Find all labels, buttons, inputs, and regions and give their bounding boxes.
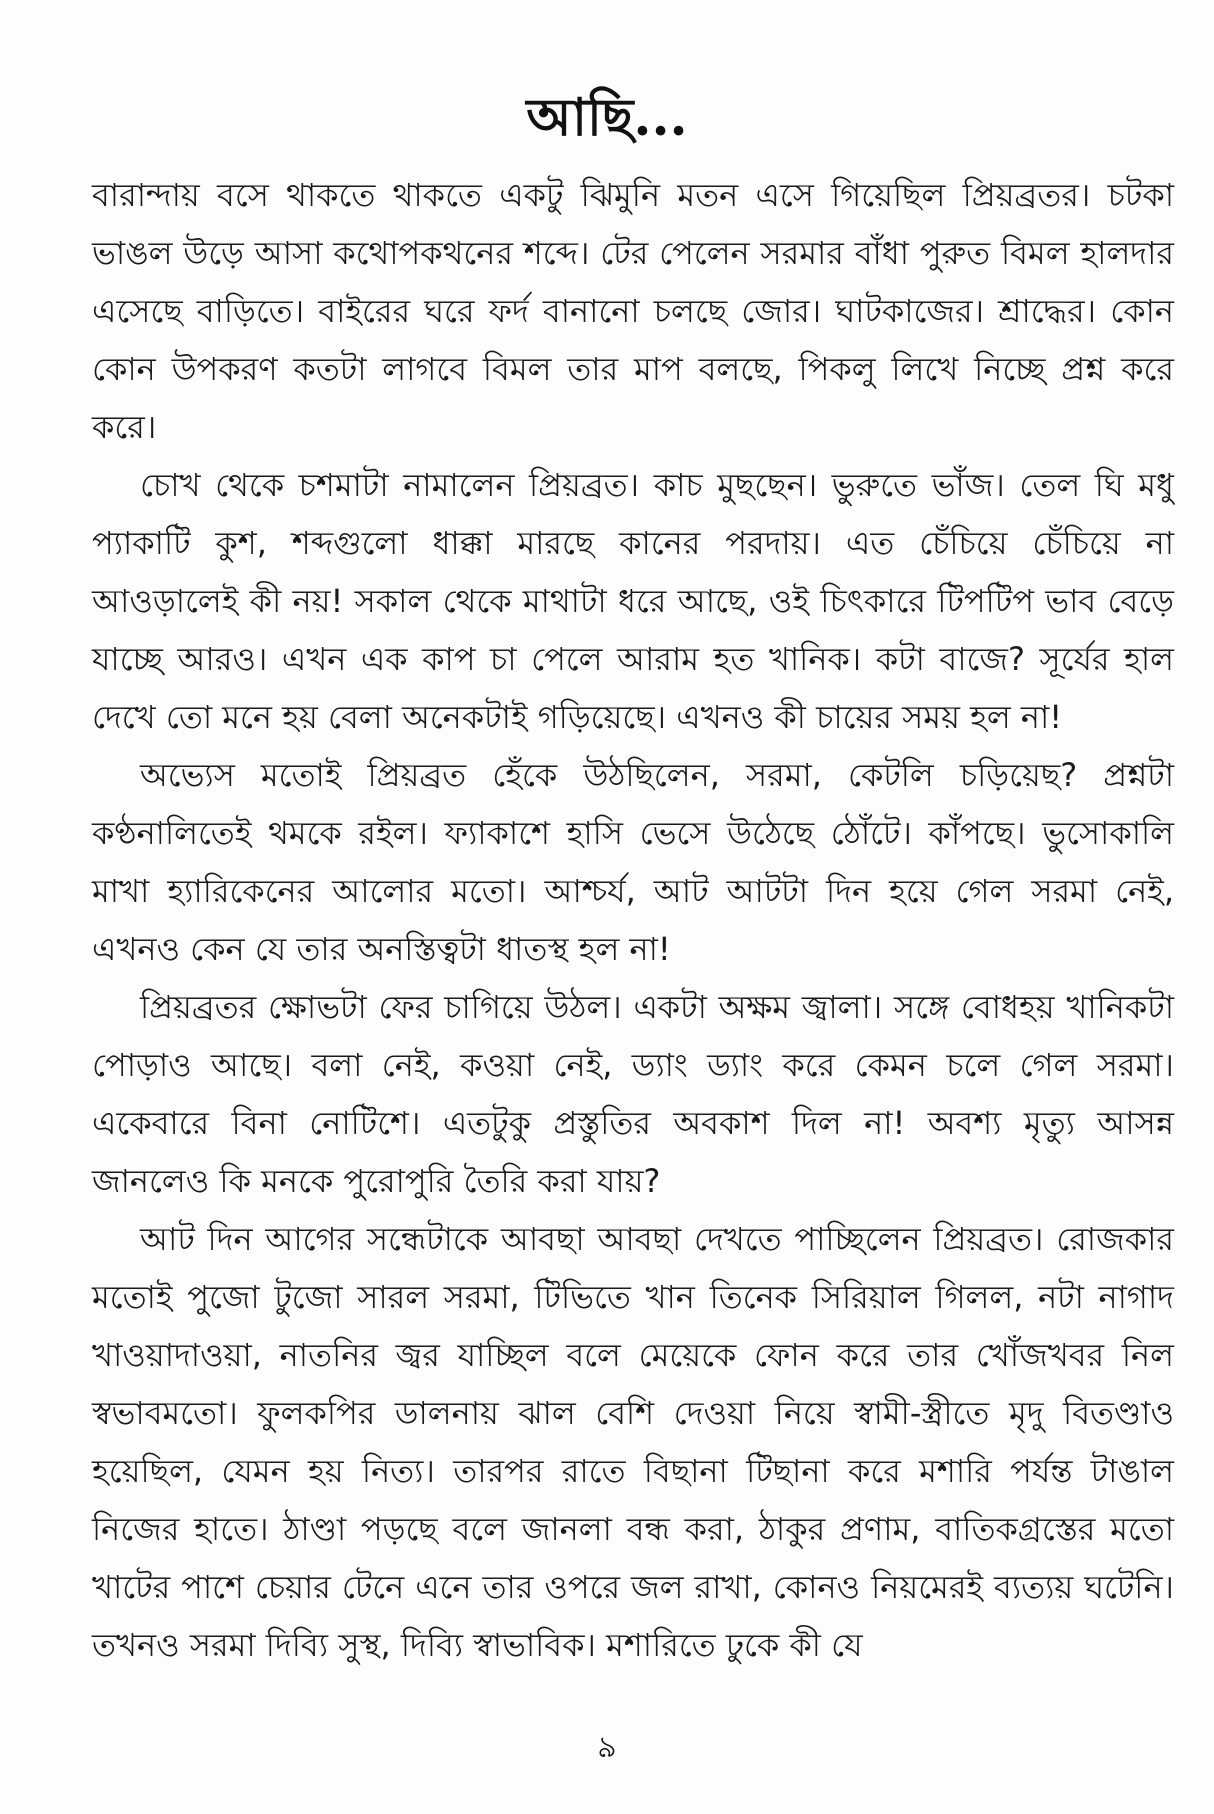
- paragraph-1: বারান্দায় বসে থাকতে থাকতে একটু ঝিমুনি মতন এসে গিয়েছিল প্রিয়ব্রতর। চটকা ভাঙল উড়ে আসা কথোপকথনের শব্দে। টের পেলেন সরমার বাঁধা পুরুত বিমল হালদার এসেছে বাড়িতে। বাইরের ঘরে ফর্দ বানানো চলছে জোর। ঘাটকাজের। শ্রাদ্ধের। কোন কোন উপকরণ কতটা লাগবে বিমল তার মাপ বলছে, পিকলু লিখে নিচ্ছে প্রশ্ন করে করে।: [92, 176, 1174, 446]
- chapter-body: [92, 166, 1174, 1674]
- paragraph-3: অভ্যেস মতোই প্রিয়ব্রত হেঁকে উঠছিলেন, সরমা, কেটলি চড়িয়েছ? প্রশ্নটা কণ্ঠনালিতেই থমকে রইল। ফ্যাকাশে হাসি ভেসে উঠেছে ঠোঁটে। কাঁপছে। ভুসোকালি মাখা হ্যারিকেনের আলোর মতো। আশ্চর্য, আট আটটা দিন হয়ে গেল সরমা নেই, এখনও কেন যে তার অনস্তিত্বটা ধাতস্থ হল না!: [92, 756, 1174, 968]
- page-number: ৯: [597, 1730, 617, 1765]
- paragraph-5: আট দিন আগের সন্ধেটাকে আবছা আবছা দেখতে পাচ্ছিলেন প্রিয়ব্রত। রোজকার মতোই পুজো টুজো সারল সরমা, টিভিতে খান তিনেক সিরিয়াল গিলল, নটা নাগাদ খাওয়াদাওয়া, নাতনির জ্বর যাচ্ছিল বলে মেয়েকে ফোন করে তার খোঁজখবর নিল স্বভাবমতো। ফুলকপির ডালনায় ঝাল বেশি দেওয়া নিয়ে স্বামী-স্ত্রীতে মৃদু বিতণ্ডাও হয়েছিল, যেমন হয় নিত্য। তারপর রাতে বিছানা টিছানা করে মশারি পর্যন্ত টাঙাল নিজের হাতে। ঠাণ্ডা পড়ছে বলে জানলা বন্ধ করা, ঠাকুর প্রণাম, বাতিকগ্রস্তের মতো খাটের পাশে চেয়ার টেনে এনে তার ওপরে জল রাখা, কোনও নিয়মেরই ব্যত্যয় ঘটেনি। তখনও সরমা দিব্যি সুস্থ, দিব্যি স্বাভাবিক। মশারিতে ঢুকে কী যে: [92, 1220, 1174, 1664]
- paragraph-2: চোখ থেকে চশমাটা নামালেন প্রিয়ব্রত। কাচ মুছছেন। ভুরুতে ভাঁজ। তেল ঘি মধু প্যাকাটি কুশ, শব্দগুলো ধাক্কা মারছে কানের পরদায়। এত চেঁচিয়ে চেঁচিয়ে না আওড়ালেই কী নয়! সকাল থেকে মাথাটা ধরে আছে, ওই চিৎকারে টিপটিপ ভাব বেড়ে যাচ্ছে আরও। এখন এক কাপ চা পেলে আরাম হত খানিক। কটা বাজে? সূর্যের হাল দেখে তো মনে হয় বেলা অনেকটাই গড়িয়েছে। এখনও কী চায়ের সময় হল না!: [92, 466, 1174, 736]
- paragraph-4: প্রিয়ব্রতর ক্ষোভটা ফের চাগিয়ে উঠল। একটা অক্ষম জ্বালা। সঙ্গে বোধহয় খানিকটা পোড়াও আছে। বলা নেই, কওয়া নেই, ড্যাং ড্যাং করে কেমন চলে গেল সরমা। একেবারে বিনা নোটিশে। এতটুকু প্রস্তুতির অবকাশ দিল না! অবশ্য মৃত্যু আসন্ন জানলেও কি মনকে পুরোপুরি তৈরি করা যায়?: [92, 988, 1174, 1200]
- chapter-title: আছি...: [526, 86, 688, 148]
